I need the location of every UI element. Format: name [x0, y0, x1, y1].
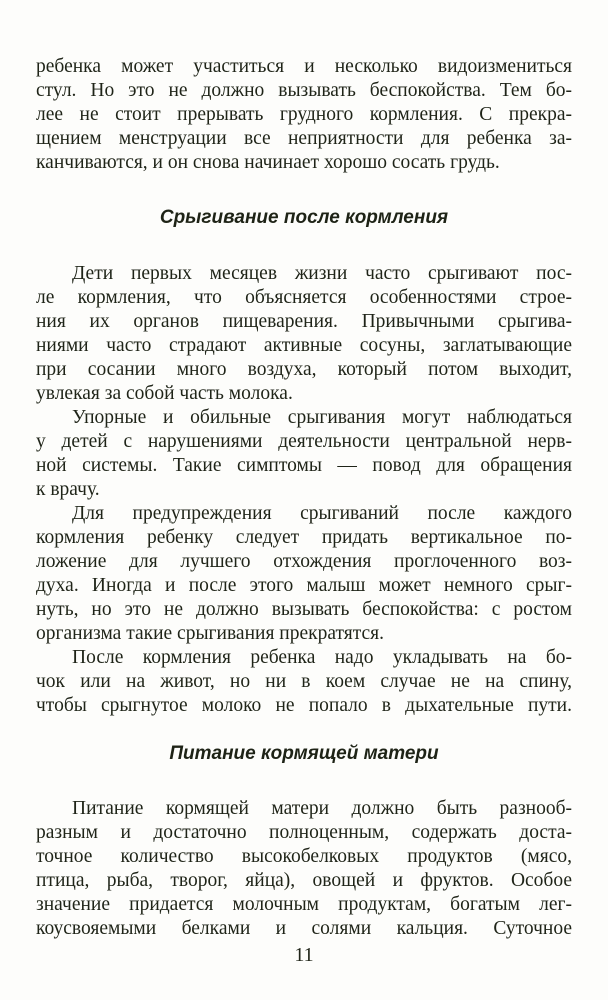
text-line: Для предупреждения срыгиваний после каждого: [72, 503, 572, 524]
text-line: чтобы срыгнутое молоко не попало в дыхательные пути.: [36, 695, 572, 716]
text-line: ложение для лучшего отхождения проглоченного воз-: [36, 551, 572, 572]
text-line: коусвояемыми белками и солями кальция. Суточное: [36, 918, 572, 939]
text-line: Питание кормящей матери должно быть разнооб-: [72, 798, 572, 819]
text-line: После кормления ребенка надо укладывать на бо-: [72, 647, 572, 668]
text-line: у детей с нарушениями деятельности центральной нерв-: [36, 431, 572, 452]
text-line: ребенка может участиться и несколько видоизмениться: [36, 56, 572, 77]
text-line: Дети первых месяцев жизни часто срыгивают пос-: [72, 263, 572, 284]
text-line: стул. Но это не должно вызывать беспокойства. Тем бо-: [36, 80, 572, 101]
text-line: птица, рыба, творог, яйца), овощей и фруктов. Особое: [36, 870, 572, 891]
text-line: значение придается молочным продуктам, богатым лег-: [36, 894, 572, 915]
text-line: кормления ребенку следует придать вертикальное по-: [36, 527, 572, 548]
text-line: лее не стоит прерывать грудного кормления. С прекра-: [36, 104, 572, 125]
text-line: при сосании много воздуха, который потом выходит,: [36, 359, 572, 380]
text-line: увлекая за собой часть молока.: [36, 383, 293, 404]
text-line: организма такие срыгивания прекратятся.: [36, 623, 385, 644]
text-line: к врачу.: [36, 479, 100, 500]
text-line: ной системы. Такие симптомы — повод для обращения: [36, 455, 572, 476]
page-number: 11: [294, 944, 314, 966]
text-line: ле кормления, что объясняется особенностями строе-: [36, 287, 572, 308]
section-heading-nutrition: Питание кормящей матери: [169, 743, 439, 764]
text-line: разным и достаточно полноценным, содержать доста-: [36, 822, 572, 843]
section-heading-spitting: Срыгивание после кормления: [159, 207, 449, 228]
text-line: чок или на живот, но ни в коем случае не на спину,: [36, 671, 572, 692]
text-line: щением менструации все неприятности для ребенка за-: [36, 128, 572, 149]
text-line: духа. Иногда и после этого малыш может немного срыг-: [36, 575, 572, 596]
text-line: нуть, но это не должно вызывать беспокойства: с ростом: [36, 599, 572, 620]
text-line: точное количество высокобелковых продуктов (мясо,: [36, 846, 572, 867]
text-line: ниями часто страдают активные сосуны, заглатывающие: [36, 335, 572, 356]
text-line: ния их органов пищеварения. Привычными срыгива-: [36, 311, 572, 332]
text-line: канчиваются, и он снова начинает хорошо сосать грудь.: [36, 152, 500, 173]
text-line: Упорные и обильные срыгивания могут наблюдаться: [72, 407, 572, 428]
